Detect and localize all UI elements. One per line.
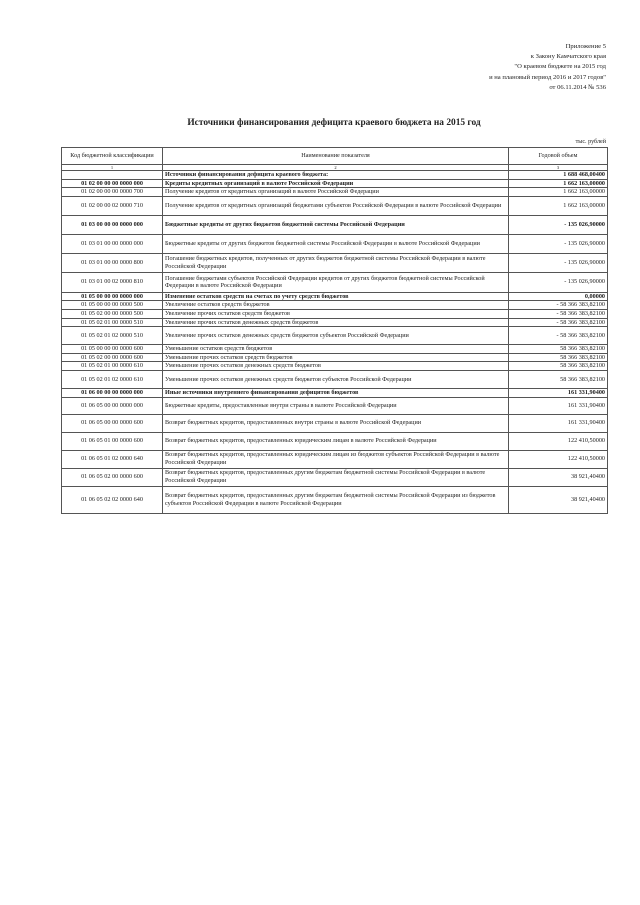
table-row: [62, 486, 608, 513]
column-number: 2: [163, 165, 509, 171]
row-value: 38 921,40400: [509, 486, 608, 513]
row-value: - 135 026,90000: [509, 234, 608, 253]
table-row: [62, 414, 608, 432]
row-value: 1 662 163,00000: [509, 196, 608, 215]
row-name: Возврат бюджетных кредитов, предоставленных другим бюджетам бюджетной системы Российской Федерации из бюджетов субъектов Российской Федерации в валюте Российской Федерации: [163, 486, 509, 513]
table-body: [62, 171, 608, 514]
table-row: [62, 318, 608, 327]
row-value: 0,00000: [509, 292, 608, 301]
document-title: Источники финансирования дефицита краевого бюджета на 2015 год: [187, 118, 481, 128]
row-code: 01 05 00 00 00 0000 500: [62, 301, 163, 310]
table-row: [62, 188, 608, 197]
table-row: [62, 450, 608, 468]
row-code: 01 03 01 00 02 0000 810: [62, 272, 163, 292]
column-number: 1: [62, 165, 163, 171]
row-value: - 58 366 383,82100: [509, 301, 608, 310]
row-name: Увеличение прочих остатков средств бюджетов: [163, 309, 509, 318]
header-code: Код бюджетной классификации: [62, 148, 163, 165]
row-value: - 135 026,90000: [509, 215, 608, 234]
row-code: 01 06 00 00 00 0000 000: [62, 388, 163, 397]
row-code: 01 06 05 00 00 0000 000: [62, 397, 163, 414]
row-code: 01 05 02 01 00 0000 610: [62, 362, 163, 371]
row-value: 58 366 383,82100: [509, 370, 608, 388]
table-row: [62, 309, 608, 318]
row-name: Уменьшение прочих остатков средств бюджетов: [163, 353, 509, 362]
column-number: 3: [509, 165, 608, 171]
row-value: 122 410,50000: [509, 432, 608, 450]
row-code: 01 02 00 00 00 0000 000: [62, 179, 163, 188]
row-name: Изменение остатков средств на счетах по учету средств бюджетов: [163, 292, 509, 301]
row-code: [62, 171, 163, 180]
table-row: [62, 353, 608, 362]
sources-table: [61, 147, 608, 514]
row-name: Бюджетные кредиты, предоставленные внутри страны в валюте Российской Федерации: [163, 397, 509, 414]
row-value: 161 331,90400: [509, 414, 608, 432]
annex-line: и на плановый период 2016 и 2017 годов": [489, 73, 606, 81]
row-value: - 58 366 383,82100: [509, 318, 608, 327]
row-code: 01 02 00 00 02 0000 710: [62, 196, 163, 215]
table-row: [62, 171, 608, 180]
table-row: [62, 370, 608, 388]
table-row: [62, 215, 608, 234]
table-row: [62, 327, 608, 345]
row-value: 1 662 163,00000: [509, 188, 608, 197]
row-code: 01 05 02 01 02 0000 610: [62, 370, 163, 388]
row-code: 01 03 00 00 00 0000 000: [62, 215, 163, 234]
row-name: Погашение бюджетных кредитов, полученных от других бюджетов бюджетной системы Российской Федерации в валюте Российской Федерации: [163, 253, 509, 272]
row-name: Уменьшение прочих остатков денежных средств бюджетов: [163, 362, 509, 371]
row-name: Возврат бюджетных кредитов, предоставленных внутри страны в валюте Российской Федерации: [163, 414, 509, 432]
table-row: [62, 397, 608, 414]
row-value: - 135 026,90000: [509, 253, 608, 272]
row-name: Возврат бюджетных кредитов, предоставленных другим бюджетам бюджетной системы Российской Федерации в валюте Российской Федерации: [163, 468, 509, 486]
row-value: - 135 026,90000: [509, 272, 608, 292]
row-value: 161 331,90400: [509, 397, 608, 414]
row-value: 161 331,90400: [509, 388, 608, 397]
row-name: Возврат бюджетных кредитов, предоставленных юридическим лицам в валюте Российской Федерации: [163, 432, 509, 450]
table-row: [62, 468, 608, 486]
row-name: Иные источники внутреннего финансирования дефицитов бюджетов: [163, 388, 509, 397]
table-row: [62, 253, 608, 272]
row-code: 01 06 05 02 02 0000 640: [62, 486, 163, 513]
row-code: 01 05 00 00 00 0000 000: [62, 292, 163, 301]
table-row: [62, 234, 608, 253]
annex-line: от 06.11.2014 № 536: [549, 83, 606, 91]
row-value: 122 410,50000: [509, 450, 608, 468]
row-name: Возврат бюджетных кредитов, предоставленных юридическим лицам из бюджетов субъектов Российской Федерации в валюте Российской Федерации: [163, 450, 509, 468]
row-code: 01 03 01 00 00 0000 800: [62, 253, 163, 272]
row-code: 01 05 02 01 00 0000 510: [62, 318, 163, 327]
row-value: - 58 366 383,82100: [509, 327, 608, 345]
unit-label: тыс. рублей: [575, 139, 606, 145]
row-value: 58 366 383,82100: [509, 345, 608, 354]
row-value: - 58 366 383,82100: [509, 309, 608, 318]
table-row: [62, 179, 608, 188]
row-code: 01 05 02 00 00 0000 500: [62, 309, 163, 318]
row-name: Увеличение прочих остатков денежных средств бюджетов: [163, 318, 509, 327]
row-code: 01 06 05 01 00 0000 600: [62, 432, 163, 450]
row-code: 01 03 01 00 00 0000 000: [62, 234, 163, 253]
row-code: 01 06 05 00 00 0000 600: [62, 414, 163, 432]
row-value: 38 921,40400: [509, 468, 608, 486]
row-name: Погашение бюджетами субъектов Российской Федерации кредитов от других бюджетов бюджетной системы Российской Федерации в валюте Российской Федерации: [163, 272, 509, 292]
header-row: [62, 148, 608, 165]
row-name: Бюджетные кредиты от других бюджетов бюджетной системы Российской Федерации: [163, 215, 509, 234]
row-name: Бюджетные кредиты от других бюджетов бюджетной системы Российской Федерации в валюте Российской Федерации: [163, 234, 509, 253]
row-name: Увеличение прочих остатков денежных средств бюджетов субъектов Российской Федерации: [163, 327, 509, 345]
row-code: 01 06 05 01 02 0000 640: [62, 450, 163, 468]
header-name: Наименование показателя: [163, 148, 509, 165]
table-row: [62, 362, 608, 371]
row-code: 01 06 05 02 00 0000 600: [62, 468, 163, 486]
annex-line: к Закону Камчатского края: [530, 53, 606, 61]
row-name: Получение кредитов от кредитных организаций бюджетами субъектов Российской Федерации в валюте Российской Федерации: [163, 196, 509, 215]
row-code: 01 05 02 00 00 0000 600: [62, 353, 163, 362]
row-value: 58 366 383,82100: [509, 362, 608, 371]
table-row: [62, 301, 608, 310]
annex-line: "О краевом бюджете на 2015 год: [514, 63, 606, 71]
annex-line: Приложение 5: [565, 43, 606, 50]
row-value: 1 662 163,00000: [509, 179, 608, 188]
table-row: [62, 388, 608, 397]
annex-note: [386, 42, 606, 93]
row-name: Увеличение остатков средств бюджетов: [163, 301, 509, 310]
row-name: Получение кредитов от кредитных организаций в валюте Российской Федерации: [163, 188, 509, 197]
row-name: Уменьшение остатков средств бюджетов: [163, 345, 509, 354]
row-code: 01 02 00 00 00 0000 700: [62, 188, 163, 197]
row-value: 58 366 383,82100: [509, 353, 608, 362]
row-name: Источники финансирования дефицита краевого бюджета:: [163, 171, 509, 180]
table-row: [62, 292, 608, 301]
header-value: Годовой объем: [509, 148, 608, 165]
table-row: [62, 432, 608, 450]
table-row: [62, 345, 608, 354]
row-code: 01 05 02 01 02 0000 510: [62, 327, 163, 345]
row-name: Уменьшение прочих остатков денежных средств бюджетов субъектов Российской Федерации: [163, 370, 509, 388]
table-row: [62, 272, 608, 292]
row-name: Кредиты кредитных организаций в валюте Российской Федерации: [163, 179, 509, 188]
table-row: [62, 196, 608, 215]
row-value: 1 688 468,00400: [509, 171, 608, 180]
row-code: 01 05 00 00 00 0000 600: [62, 345, 163, 354]
